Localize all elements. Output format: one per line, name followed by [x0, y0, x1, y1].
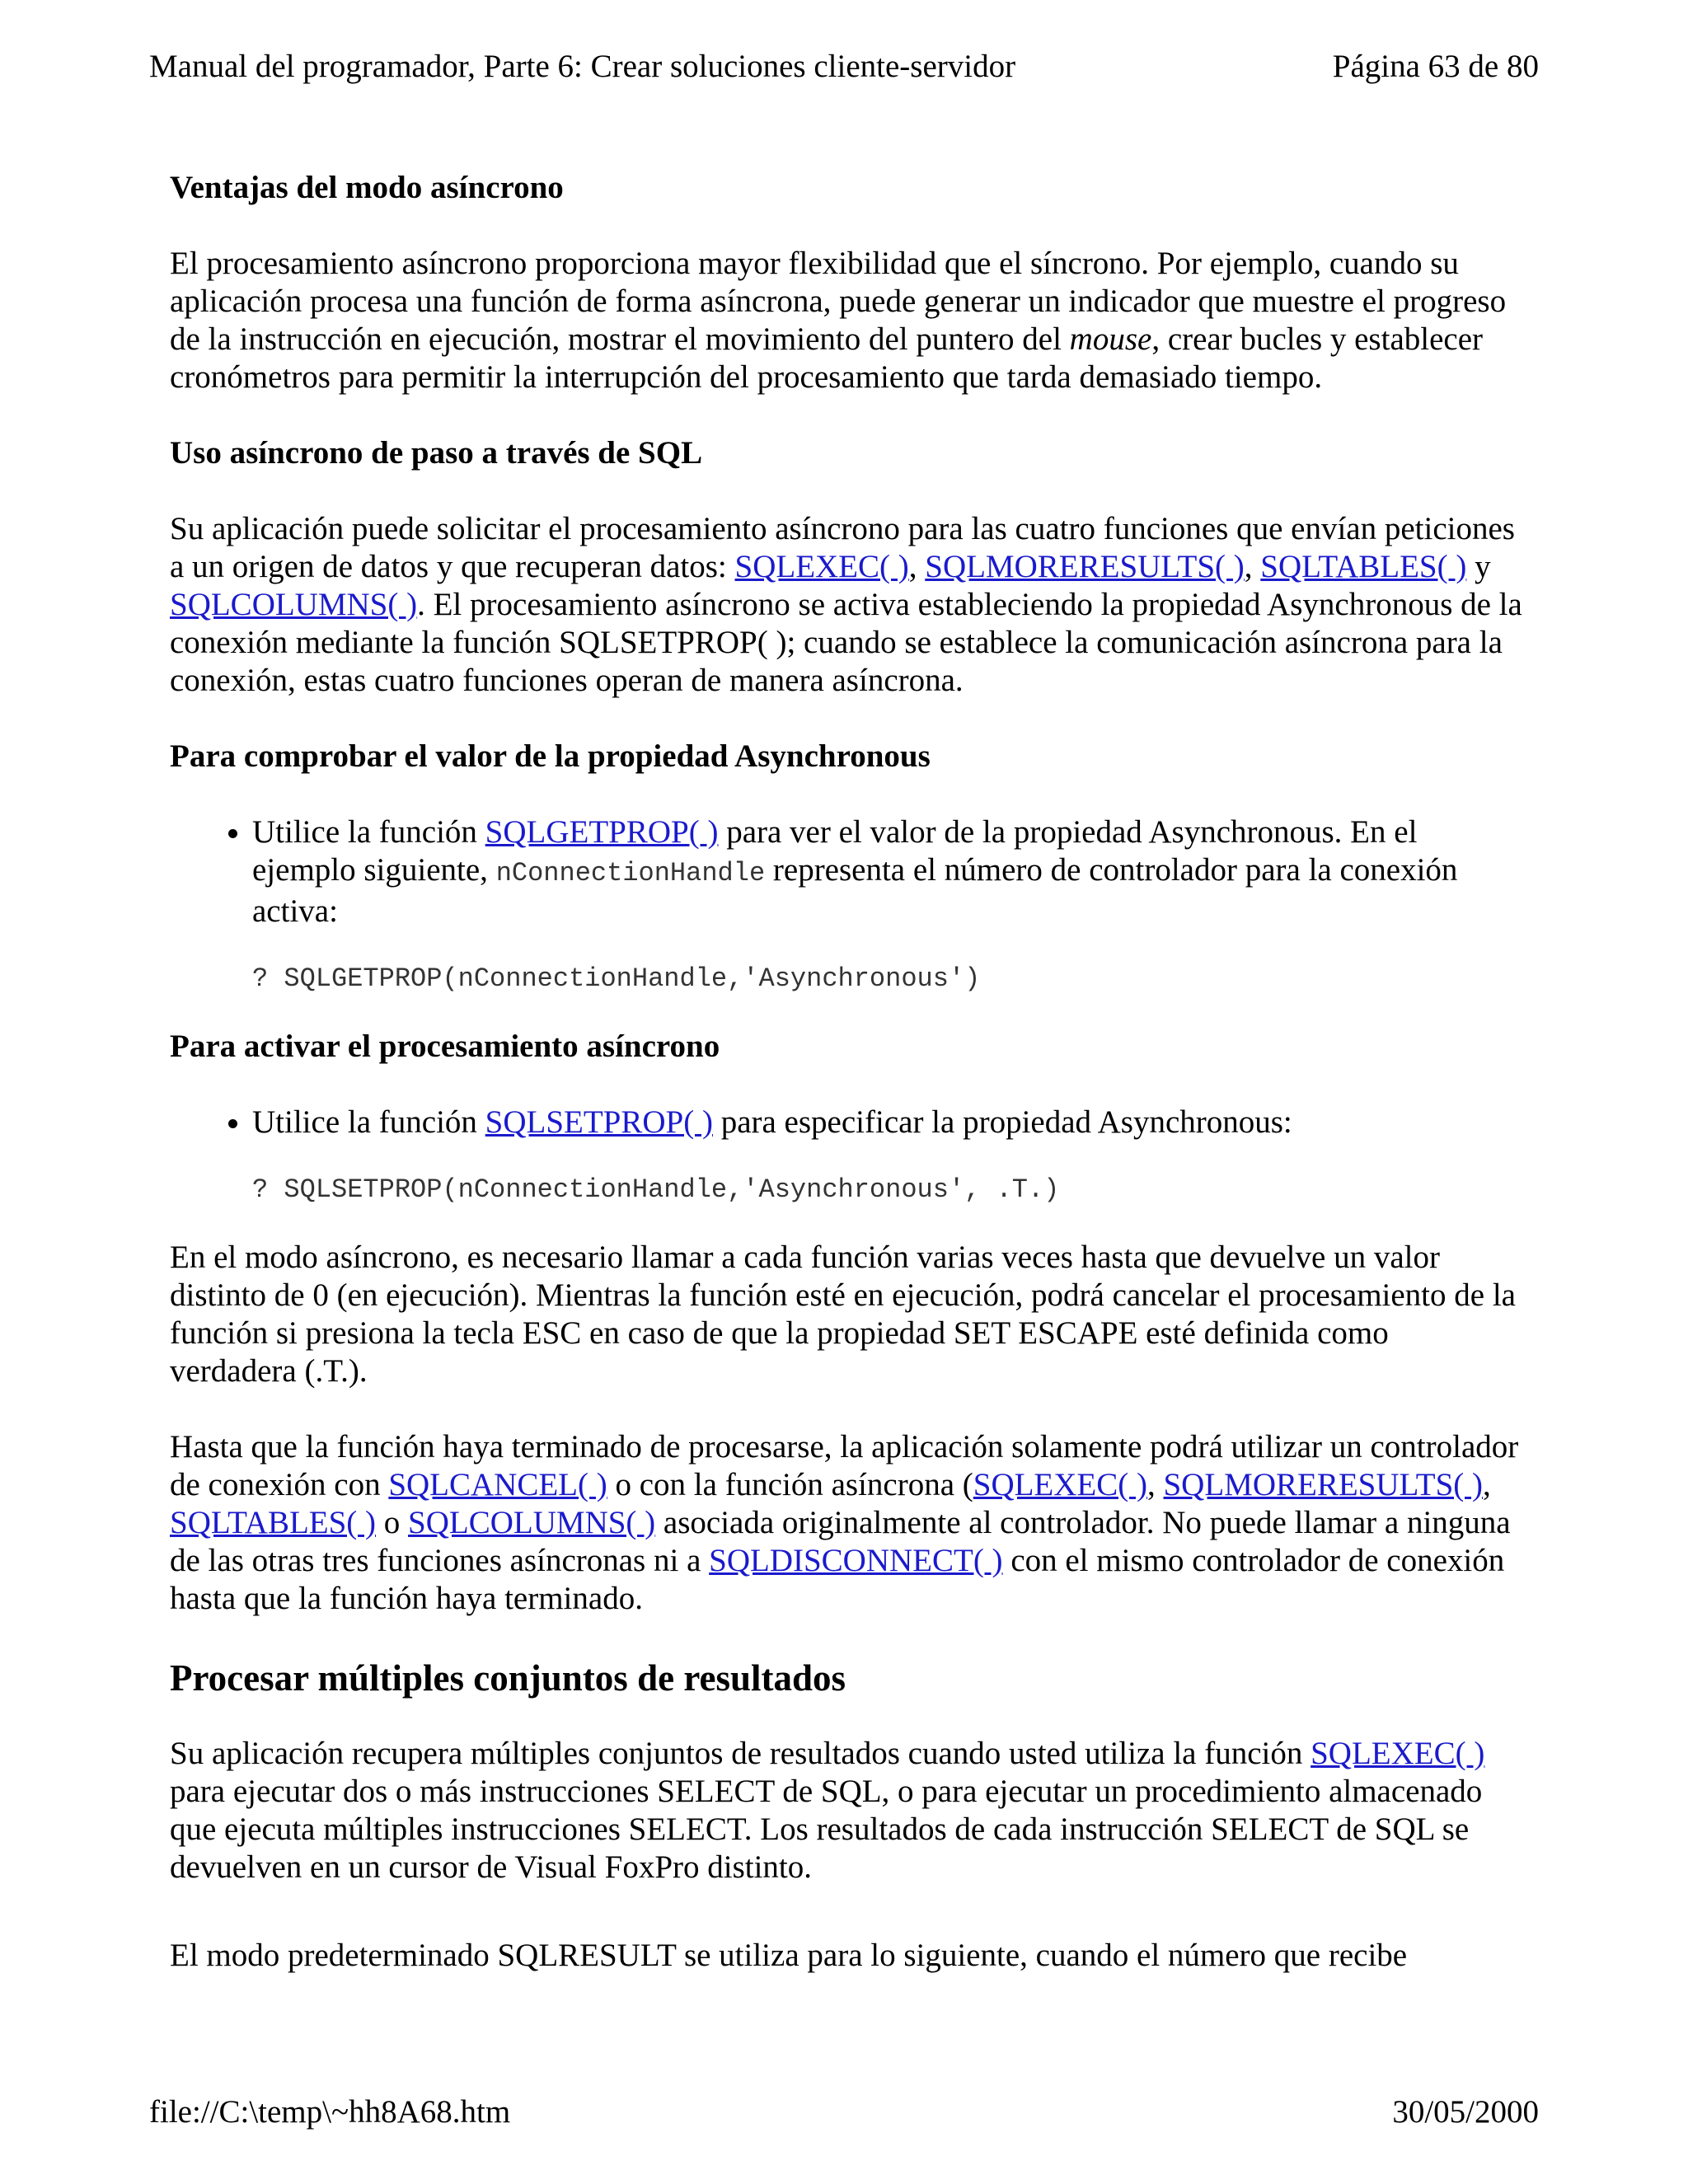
paragraph-ventajas — [170, 245, 1523, 396]
footer-path: file://C:\temp\~hh8A68.htm — [149, 2094, 511, 2130]
text-run: representa el número de controlador para la conexión activa: — [252, 852, 1458, 929]
text-run: para especificar la propiedad Asynchronous: — [712, 1104, 1292, 1140]
list-item — [252, 813, 1523, 930]
text-run: Su aplicación puede solicitar el procesamiento asíncrono para las cuatro funciones que envían peticiones a un origen de datos y que recuperan datos: — [170, 511, 1515, 584]
link-sqldisconnect[interactable]: SQLDISCONNECT( ) — [709, 1543, 1003, 1578]
text-run: Utilice la función — [252, 1104, 485, 1140]
link-sqlcancel[interactable]: SQLCANCEL( ) — [388, 1467, 607, 1502]
text-run: , — [1146, 1467, 1164, 1502]
paragraph-modo-asincrono: En el modo asíncrono, es necesario llamar a cada función varias veces hasta que devuelve un valor distinto de 0 (en ejecución). Mientras la función esté en ejecución, podrá cancelar el procesamiento de la función si presiona la tecla ESC en caso de que la propiedad SET ESCAPE esté definida como verdadera (.T.). — [170, 1240, 1516, 1389]
inline-code: nConnectionHandle — [495, 858, 766, 888]
cut-off-text: El modo predeterminado SQLRESULT se utiliza para lo siguiente, cuando el número que recibe — [170, 1938, 1408, 1973]
text-run: . El procesamiento asíncrono se activa estableciendo la propiedad Asynchronous de la conexión mediante la función SQLSETPROP( ); cuando se establece la comunicación asíncrona para la conexión, estas cuatro funciones operan de manera asíncrona. — [170, 587, 1522, 698]
text-run: para ejecutar dos o más instrucciones SELECT de SQL, o para ejecutar un procedimiento almacenado que ejecuta múltiples instrucciones SELECT. Los resultados de cada instrucción SELECT de SQL se devuelven en un cursor de Visual FoxPro distinto. — [170, 1774, 1483, 1885]
link-sqlcolumns[interactable]: SQLCOLUMNS( ) — [408, 1505, 656, 1540]
text-run: asociada originalmente al controlador. No puede llamar a ninguna de las otras tres funciones asíncronas ni a — [170, 1505, 1511, 1578]
link-sqlgetprop[interactable]: SQLGETPROP( ) — [485, 814, 719, 850]
section-heading-uso-asincrono: Uso asíncrono de paso a través de SQL — [170, 435, 703, 471]
paragraph-multiples-resultados — [170, 1735, 1523, 1886]
text-emphasis: mouse — [1069, 321, 1152, 357]
text-run: Su aplicación recupera múltiples conjuntos de resultados cuando usted utiliza la función — [170, 1736, 1311, 1771]
text-run: Utilice la función — [252, 814, 485, 850]
bullet-list — [170, 1104, 1523, 1141]
paragraph-hasta-que — [170, 1428, 1523, 1618]
text-run: , — [908, 549, 926, 584]
paragraph-uso-asincrono — [170, 510, 1523, 700]
text-run: El procesamiento asíncrono proporciona mayor flexibilidad que el síncrono. Por ejemplo, cuando su aplicación procesa una función de forma asíncrona, puede generar un indicador que muestre el progreso de la instrucción en ejecución, mostrar el movimiento del puntero del — [170, 246, 1507, 357]
link-sqlmoreresults[interactable]: SQLMORERESULTS( ) — [1163, 1467, 1484, 1502]
section-heading-ventajas: Ventajas del modo asíncrono — [170, 170, 564, 205]
link-sqlsetprop[interactable]: SQLSETPROP( ) — [485, 1104, 713, 1140]
text-run: o — [376, 1505, 409, 1540]
text-run: , — [1244, 549, 1261, 584]
header-page-number: Página 63 de 80 — [1332, 49, 1539, 84]
list-item — [252, 1104, 1523, 1141]
text-run: Hasta que la función haya terminado de procesarse, la aplicación solamente podrá utilizar un controlador de conexión con — [170, 1429, 1519, 1502]
link-sqlexec[interactable]: SQLEXEC( ) — [1311, 1736, 1485, 1771]
code-block: ? SQLGETPROP(nConnectionHandle,'Asynchronous') — [252, 963, 981, 994]
cut-off-line — [170, 1938, 1523, 1975]
text-run: o con la función asíncrona ( — [607, 1467, 973, 1502]
text-run: para ver el valor de la propiedad Asynchronous. En el ejemplo siguiente, — [252, 814, 1418, 888]
text-run: , — [1483, 1467, 1491, 1502]
link-sqltables[interactable]: SQLTABLES( ) — [170, 1505, 377, 1540]
header-title: Manual del programador, Parte 6: Crear soluciones cliente-servidor — [149, 49, 1016, 84]
link-sqltables[interactable]: SQLTABLES( ) — [1260, 549, 1467, 584]
footer-date: 30/05/2000 — [1392, 2094, 1539, 2130]
code-block: ? SQLSETPROP(nConnectionHandle,'Asynchronous', .T.) — [252, 1174, 1060, 1205]
document-body — [170, 169, 1523, 1924]
link-sqlmoreresults[interactable]: SQLMORERESULTS( ) — [925, 549, 1245, 584]
section-heading-multiples-resultados: Procesar múltiples conjuntos de resultados — [170, 1657, 846, 1699]
page-header — [149, 48, 1539, 86]
section-heading-comprobar: Para comprobar el valor de la propiedad Asynchronous — [170, 738, 931, 774]
link-sqlcolumns[interactable]: SQLCOLUMNS( ) — [170, 587, 418, 622]
bullet-list — [170, 813, 1523, 930]
text-run: con el mismo controlador de conexión hasta que la función haya terminado. — [170, 1543, 1505, 1616]
link-sqlexec[interactable]: SQLEXEC( ) — [734, 549, 909, 584]
text-run: , crear bucles y establecer cronómetros para permitir la interrupción del procesamiento que tarda demasiado tiempo. — [170, 321, 1484, 395]
page-footer — [149, 2093, 1539, 2131]
link-sqlexec[interactable]: SQLEXEC( ) — [973, 1467, 1147, 1502]
section-heading-activar: Para activar el procesamiento asíncrono — [170, 1029, 720, 1064]
text-run: y — [1466, 549, 1491, 584]
